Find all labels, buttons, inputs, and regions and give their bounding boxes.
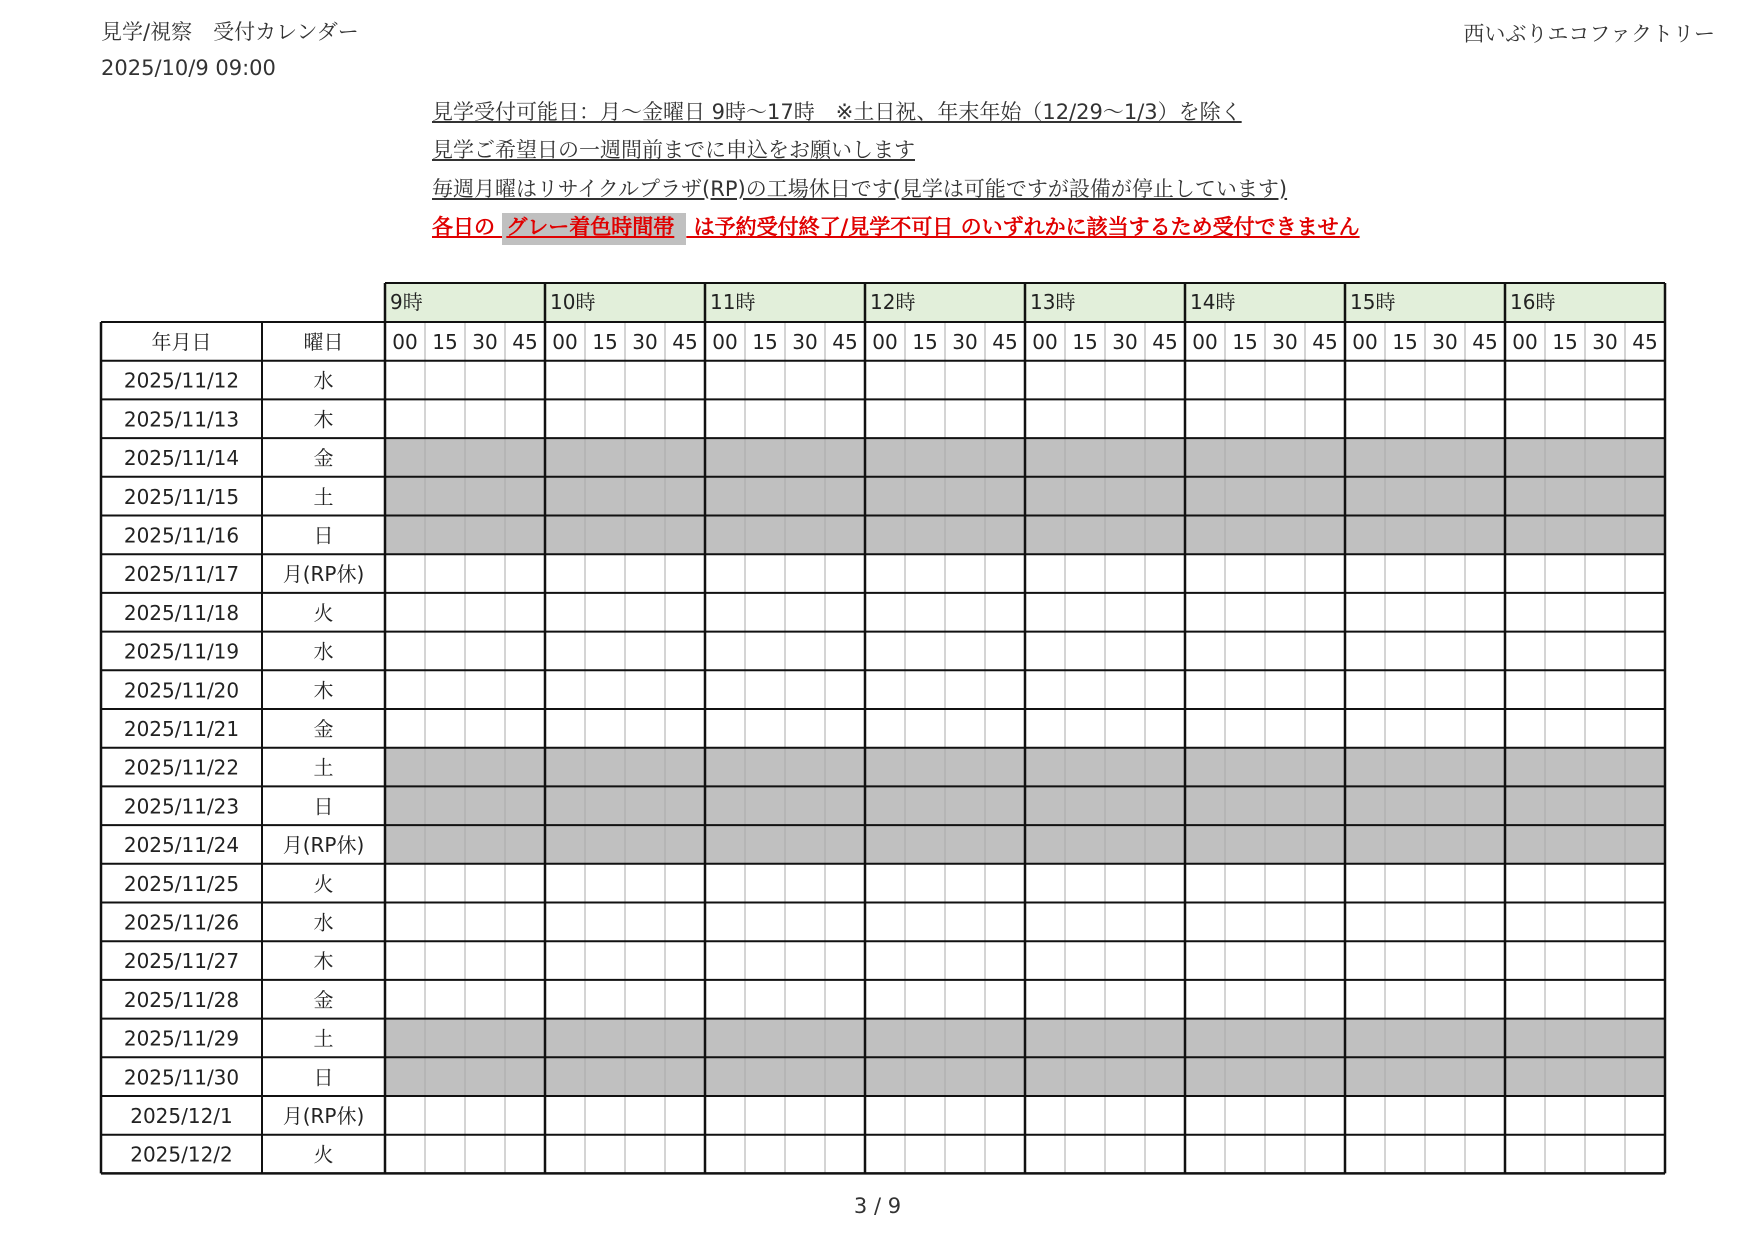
minute-label: 00 [1352, 330, 1378, 354]
hour-label: 11時 [710, 290, 756, 314]
row-weekday: 金 [313, 717, 334, 741]
minute-label: 15 [1552, 330, 1578, 354]
row-weekday: 木 [313, 407, 334, 432]
row-weekday: 月(RP休) [282, 1104, 365, 1128]
minute-label: 15 [752, 330, 778, 354]
row-date: 2025/11/19 [123, 639, 240, 664]
row-weekday: 土 [313, 1026, 334, 1051]
row-date: 2025/11/21 [123, 717, 240, 741]
row-weekday: 月(RP休) [282, 833, 365, 858]
row-weekday: 土 [313, 484, 334, 509]
row-date: 2025/11/14 [123, 446, 240, 471]
row-weekday: 土 [313, 755, 334, 780]
row-date: 2025/11/30 [123, 1065, 240, 1090]
minute-label: 00 [872, 330, 898, 354]
minute-label: 15 [432, 330, 458, 354]
row-weekday: 水 [313, 368, 334, 393]
hour-label: 10時 [550, 290, 596, 314]
hour-label: 12時 [870, 290, 916, 314]
notice-gray-highlight: グレー着色時間帯 [502, 213, 686, 245]
row-date: 2025/11/20 [123, 678, 240, 703]
row-weekday: 火 [313, 600, 334, 625]
minute-label: 30 [1592, 330, 1618, 354]
row-date: 2025/11/25 [123, 871, 240, 896]
row-date: 2025/11/15 [123, 484, 240, 509]
row-weekday: 日 [313, 523, 334, 548]
minute-label: 00 [392, 330, 418, 354]
notice-apply-deadline: 見学ご希望日の一週間前までに申込をお願いします [432, 138, 915, 162]
print-datetime: 2025/10/9 09:00 [101, 56, 276, 80]
minute-label: 45 [1472, 330, 1498, 354]
row-date: 2025/11/17 [123, 562, 240, 587]
minute-label: 45 [512, 330, 538, 354]
row-weekday: 水 [313, 639, 334, 664]
notice-gray-suffix: は予約受付終了/見学不可日 のいずれかに該当するため受付できません [686, 215, 1360, 239]
minute-label: 15 [1072, 330, 1098, 354]
organization-name: 西いぶりエコファクトリー [1463, 22, 1715, 46]
row-weekday: 金 [313, 987, 334, 1012]
minute-label: 30 [952, 330, 978, 354]
row-date: 2025/11/22 [123, 755, 240, 780]
row-date: 2025/12/1 [130, 1104, 233, 1128]
minute-label: 30 [1112, 330, 1138, 354]
minute-label: 15 [1232, 330, 1258, 354]
hour-label: 9時 [390, 290, 423, 314]
row-weekday: 日 [313, 1065, 334, 1090]
minute-label: 00 [1032, 330, 1058, 354]
page-title: 見学/視察 受付カレンダー [101, 20, 359, 44]
page-number: 3 / 9 [853, 1194, 902, 1218]
notice-reception-days: 見学受付可能日：月～金曜日 9時～17時 ※土日祝、年末年始（12/29～1/3）を除く [432, 100, 1242, 124]
minute-label: 15 [1392, 330, 1418, 354]
col-header-date: 年月日 [151, 330, 212, 354]
minute-label: 45 [992, 330, 1018, 354]
row-weekday: 日 [313, 794, 334, 819]
minute-label: 30 [472, 330, 498, 354]
minute-label: 00 [1512, 330, 1538, 354]
minute-label: 45 [832, 330, 858, 354]
minute-label: 45 [672, 330, 698, 354]
hour-label: 16時 [1510, 290, 1556, 314]
row-date: 2025/11/18 [123, 600, 240, 625]
row-date: 2025/11/13 [123, 407, 240, 432]
hour-label: 13時 [1030, 290, 1076, 314]
notice-rp-holiday: 毎週月曜はリサイクルプラザ(RP)の工場休日です(見学は可能ですが設備が停止しています) [432, 177, 1288, 201]
hour-label: 15時 [1350, 290, 1396, 314]
minute-label: 30 [792, 330, 818, 354]
minute-label: 00 [552, 330, 578, 354]
row-weekday: 金 [313, 446, 334, 471]
minute-label: 30 [1432, 330, 1458, 354]
minute-label: 15 [592, 330, 618, 354]
hour-label: 14時 [1190, 290, 1236, 314]
row-date: 2025/11/29 [123, 1026, 240, 1051]
minute-label: 00 [712, 330, 738, 354]
row-date: 2025/11/27 [123, 949, 240, 974]
minute-label: 45 [1152, 330, 1178, 354]
row-weekday: 木 [313, 678, 334, 703]
minute-label: 00 [1192, 330, 1218, 354]
col-header-weekday: 曜日 [303, 330, 344, 354]
row-date: 2025/11/24 [123, 833, 240, 858]
row-weekday: 火 [313, 1142, 334, 1167]
row-weekday: 水 [313, 910, 334, 935]
row-date: 2025/11/12 [123, 368, 240, 393]
minute-label: 45 [1632, 330, 1658, 354]
notice-gray-prefix: 各日の [432, 215, 503, 239]
row-date: 2025/11/26 [123, 910, 240, 935]
row-weekday: 月(RP休) [282, 562, 365, 587]
minute-label: 45 [1312, 330, 1338, 354]
minute-label: 30 [1272, 330, 1298, 354]
minute-label: 30 [632, 330, 658, 354]
row-date: 2025/11/23 [123, 794, 240, 819]
row-weekday: 木 [313, 949, 334, 974]
row-date: 2025/11/28 [123, 987, 240, 1012]
minute-label: 15 [912, 330, 938, 354]
row-weekday: 火 [313, 871, 334, 896]
row-date: 2025/11/16 [123, 523, 240, 548]
row-date: 2025/12/2 [130, 1142, 233, 1167]
